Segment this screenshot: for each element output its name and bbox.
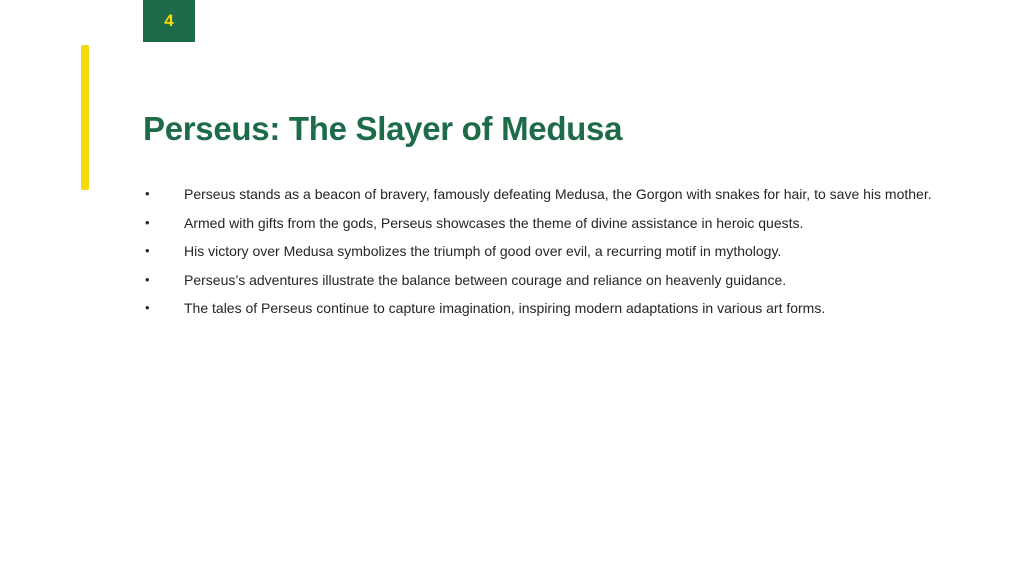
bullet-item: [143, 294, 963, 323]
bullet-item: [143, 266, 963, 295]
slide-title: Perseus: The Slayer of Medusa: [143, 110, 623, 147]
bullet-item: [143, 209, 963, 238]
bullet-icon: •: [145, 271, 150, 287]
bullet-item: [143, 180, 963, 209]
bullet-item: [143, 237, 963, 266]
bullet-text: Perseus’s adventures illustrate the balance between courage and reliance on heavenly guidance.: [184, 271, 787, 288]
accent-bar: [81, 45, 89, 190]
bullet-icon: •: [145, 300, 150, 315]
bullet-text: Armed with gifts from the gods, Perseus showcases the theme of divine assistance in heroic quests.: [184, 214, 804, 231]
bullet-icon: •: [145, 186, 150, 201]
bullet-text: The tales of Perseus continue to capture imagination, inspiring modern adaptations in various art forms.: [184, 300, 826, 316]
bullet-text: His victory over Medusa symbolizes the triumph of good over evil, a recurring motif in mythology.: [184, 243, 782, 259]
bullet-icon: •: [145, 243, 150, 258]
page-number-badge: [143, 0, 195, 42]
bullet-text: Perseus stands as a beacon of bravery, famously defeating Medusa, the Gorgon with snakes for hair, to save his mother.: [184, 186, 932, 202]
bullet-icon: •: [145, 214, 150, 230]
page-number: 4: [164, 11, 174, 30]
bullet-list: [143, 180, 963, 323]
